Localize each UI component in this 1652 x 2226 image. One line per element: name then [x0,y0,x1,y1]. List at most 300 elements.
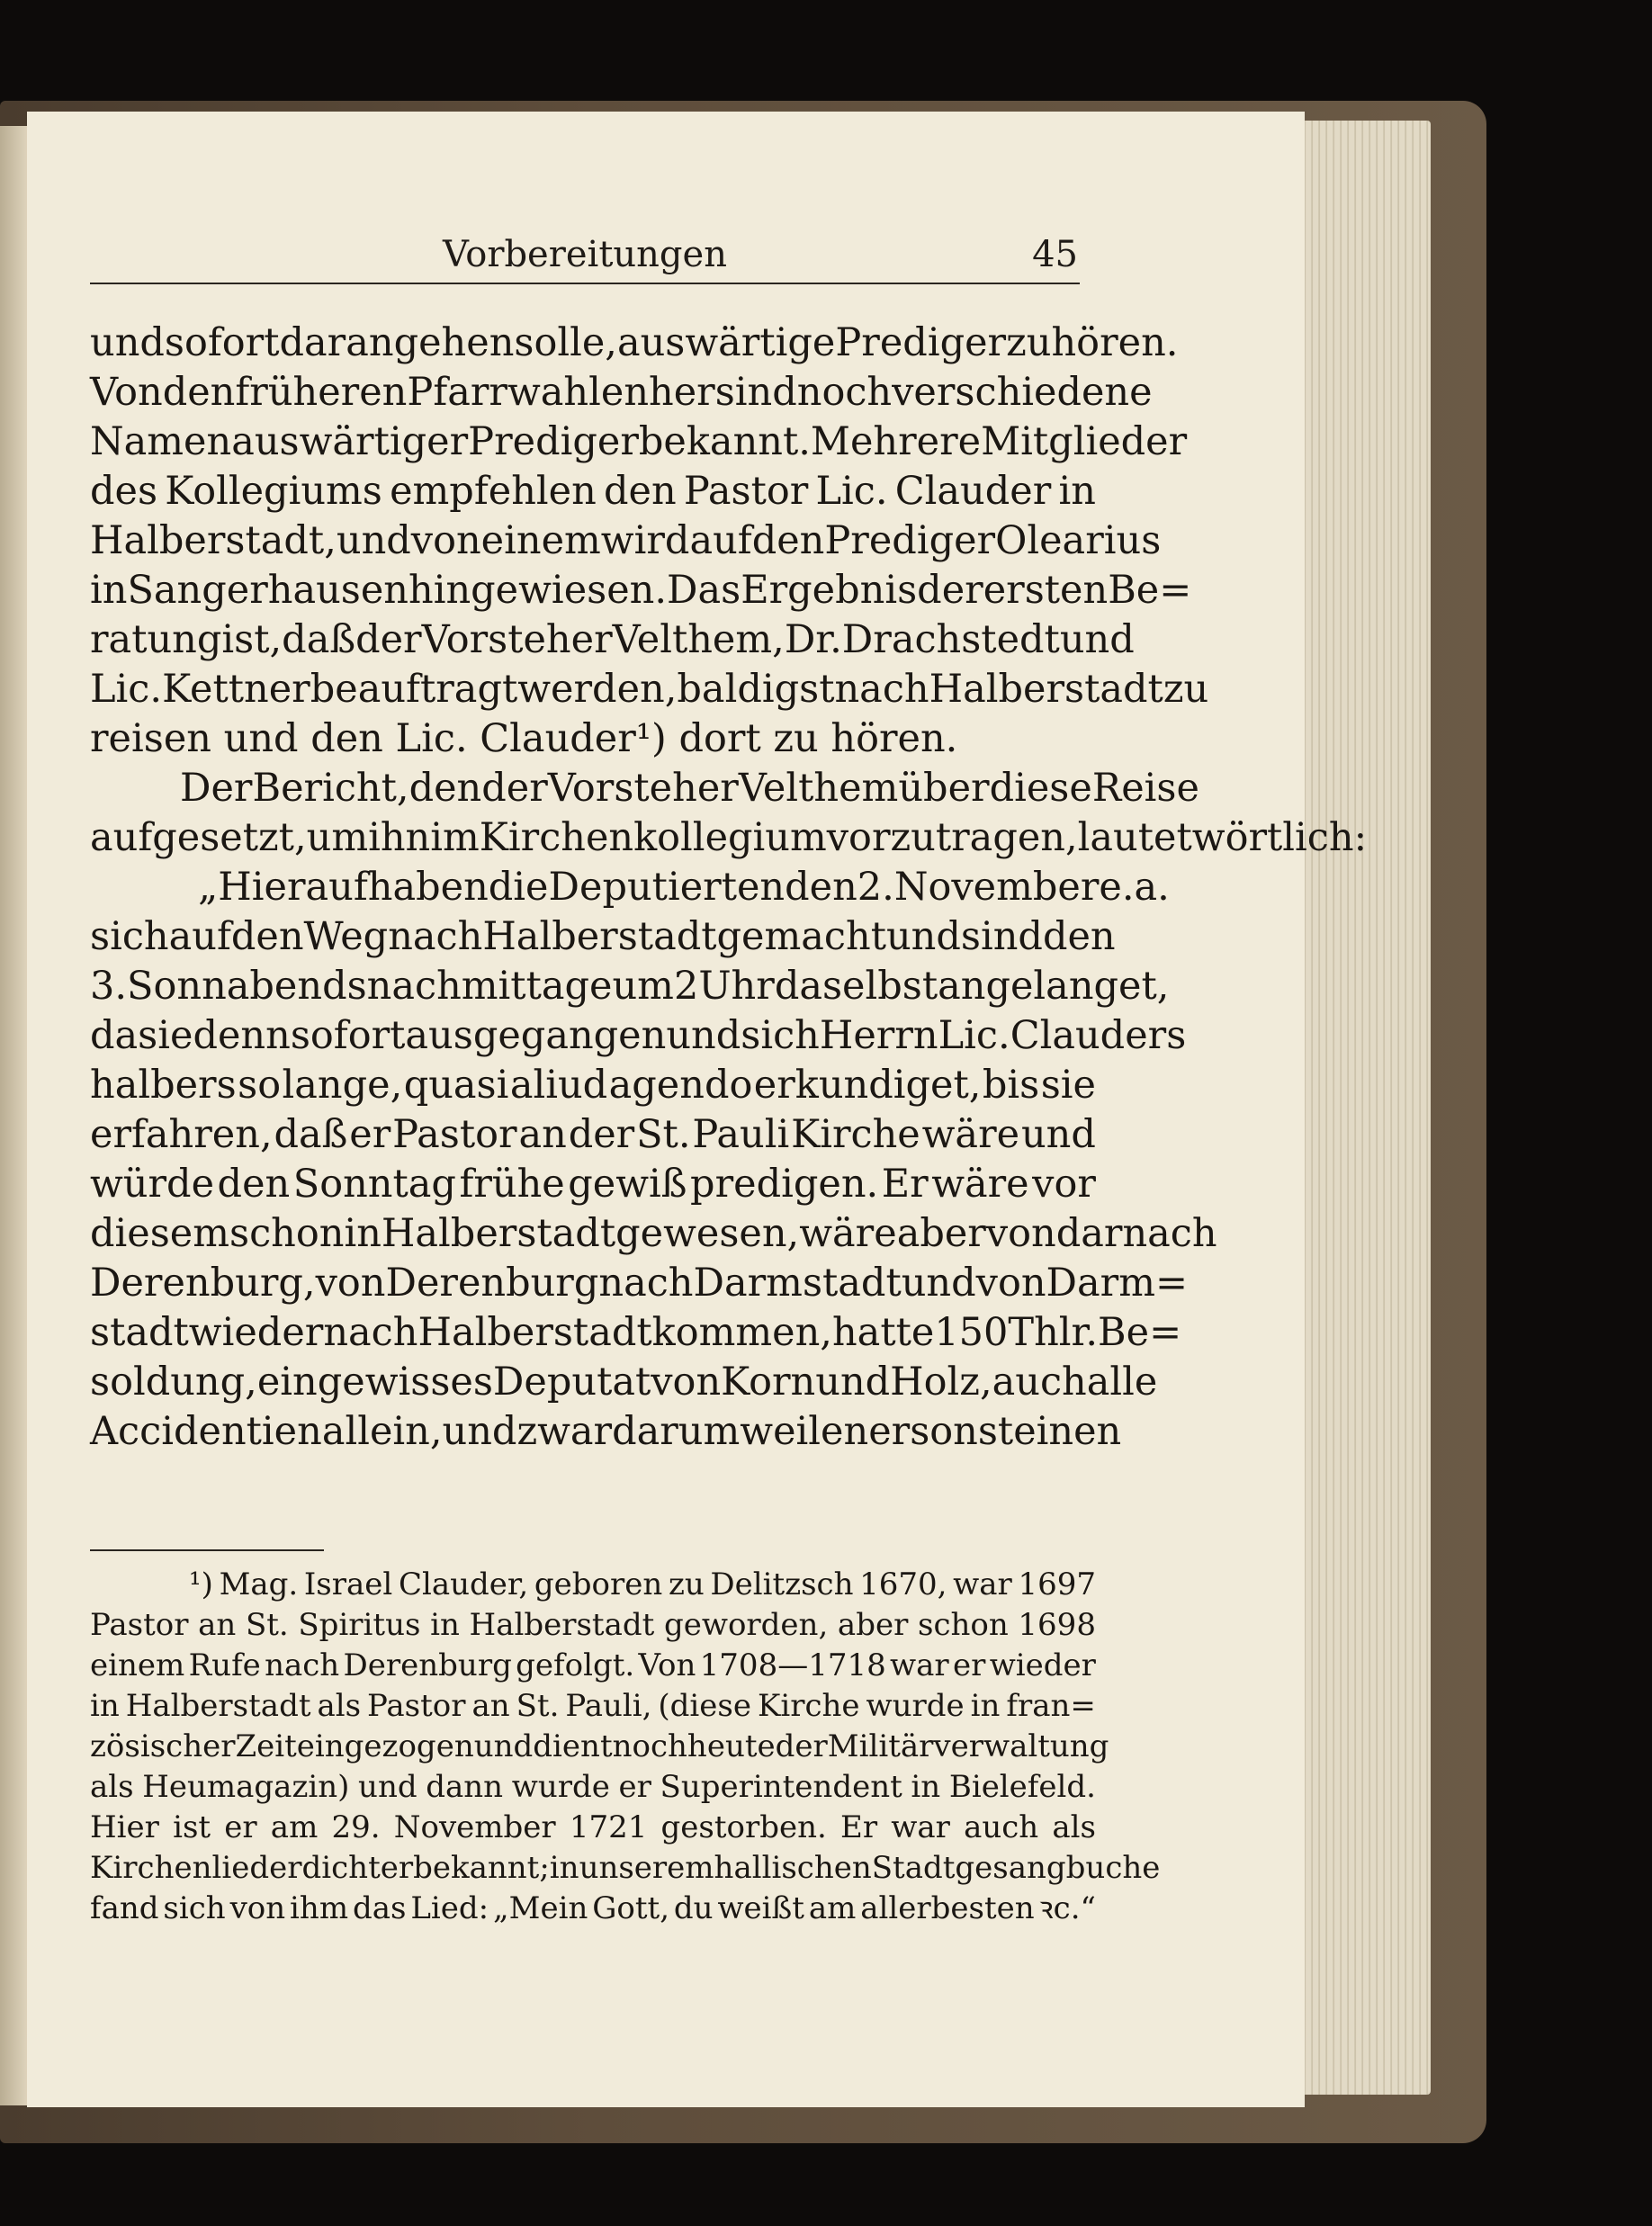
word: im [430,815,480,860]
word: auswärtiger [231,419,469,464]
word: beauftragt [310,667,518,712]
word: zu [1163,667,1209,712]
word: ¹) [189,1566,213,1602]
word: gestorben. [660,1809,827,1845]
word: hören. [1051,320,1179,365]
word: Sonntag [292,1162,456,1207]
word: sie [1040,1063,1096,1108]
word: in [549,1850,579,1886]
word: den [162,370,236,415]
word: den [603,469,677,514]
word: Thlr. [1008,1310,1099,1355]
word: er [224,1809,257,1845]
word: sind [960,914,1043,959]
word: Bielefeld. [948,1769,1096,1805]
word: um [306,815,369,860]
word: bis [982,1063,1040,1108]
text-line [90,566,1192,615]
word: Kirchenliederdichter [90,1850,414,1886]
word: lautet [1077,815,1192,860]
word: Clauders [1010,1013,1187,1058]
word: Deputat [492,1360,651,1405]
word: Prediger [468,419,639,464]
word: nach [265,1647,340,1683]
facing-page-edge [0,126,27,2105]
word: 1721 [569,1809,648,1845]
word: in [344,1211,382,1256]
word: daß [274,1112,348,1157]
word: an [518,1112,567,1157]
word: und [815,1360,891,1405]
word: wird [600,518,690,563]
word: Velthem [738,766,899,811]
word: Er [881,1162,929,1207]
text-line [90,912,1116,962]
word: Darmstadt [693,1261,902,1306]
word: auch [992,1360,1087,1405]
word: heute [687,1728,776,1764]
word: um [612,964,674,1009]
word: Kirche [791,1112,920,1157]
word: St. [516,1688,560,1724]
word: „Mein [493,1890,588,1926]
word: dient [533,1728,613,1764]
word: einem [480,518,601,563]
word: an [471,1688,510,1724]
word: gewisses [317,1360,493,1405]
word: darum [612,1409,741,1454]
word: 2 [673,964,699,1009]
word: wieder [989,1647,1096,1683]
word: sonst [910,1409,1014,1454]
word: her [649,370,715,415]
word: Pastor [683,469,809,514]
word: St. [245,1607,289,1643]
word: wäre [931,1162,1029,1207]
word: solle, [514,320,617,365]
word: Be= [1098,1310,1182,1355]
word: als [1052,1809,1096,1845]
word: Er [840,1809,878,1845]
word: Deputierten [548,865,786,910]
word: und [1020,1112,1096,1157]
word: Derenburg, [90,1261,316,1306]
word: Pauli [692,1112,790,1157]
text-line [90,1308,1182,1358]
word: bekannt. [638,419,811,464]
word: vorzutragen, [826,815,1078,860]
word: zu [668,1566,705,1602]
word: Prediger [835,320,1007,365]
text-line [90,962,1170,1011]
word: in [911,1769,941,1805]
word: wörtlich: [1191,815,1368,860]
word: allein, [321,1409,443,1454]
footnote-separator [90,1549,324,1551]
word: den [785,865,857,910]
text-line [90,1209,1217,1259]
word: schon [229,1211,345,1256]
word: nach [834,667,929,712]
word: hingewiesen. [409,568,668,613]
word: den [1042,914,1116,959]
word: er [618,1769,651,1805]
word: baldigst [677,667,835,712]
word: zu [1006,320,1052,365]
word: Halberstadt [125,1688,311,1724]
word: Halberstadt [482,914,717,959]
text-line [90,764,1199,813]
word: Stadtgesangbuche [871,1850,1161,1886]
word: Olearius [995,518,1162,563]
text-line [90,319,1179,368]
word: Bericht, [252,766,409,811]
word: Kollegiums [165,469,382,514]
word: würde [90,1162,215,1207]
word: war [891,1809,950,1845]
word: und [442,1409,517,1454]
text-line [90,1110,1096,1160]
word: 3. [90,964,128,1009]
text-line [90,368,1153,417]
text-line [90,1160,1096,1209]
word: unserem [579,1850,714,1886]
word: den [230,914,304,959]
word: Delitzsch [710,1566,854,1602]
word: da [90,1013,139,1058]
word: den [409,766,482,811]
word: Vorsteher [547,766,739,811]
text-line [90,863,1170,912]
footnote-line [90,1646,1096,1686]
word: als [90,1769,134,1805]
word: von [410,518,481,563]
word: „Hierauf [198,865,368,910]
word: Ergebnis [741,568,918,613]
word: und [336,518,411,563]
word: des [90,469,158,514]
word: schon [918,1607,1009,1643]
footnote-line [90,1889,1096,1929]
word: November [393,1809,556,1845]
text-line [90,665,1209,714]
word: Pastor [367,1688,466,1724]
word: St. [636,1112,691,1157]
word: Der [180,766,253,811]
word: nachmittage [366,964,613,1009]
word: Halberstadt [381,1211,616,1256]
word: 29. [331,1809,381,1845]
word: gehen [393,320,515,365]
word: in [90,1688,120,1724]
word: November [893,865,1100,910]
word: wurde [866,1688,965,1724]
word: Darm= [1046,1261,1189,1306]
word: weilen [740,1409,869,1454]
word: sie [138,1013,193,1058]
word: a. [1134,865,1170,910]
page-number: 45 [1032,234,1078,275]
word: zösischer [90,1728,236,1764]
word: das [352,1890,407,1926]
word: angelanget, [938,964,1170,1009]
word: Clauder [894,469,1052,514]
word: Derenburg [385,1261,599,1306]
text-line [90,516,1162,566]
word: nach [1122,1211,1217,1256]
word: Zeit [235,1728,297,1764]
word: den [217,1162,291,1207]
word: werden, [517,667,678,712]
footnote-line [90,1727,1109,1767]
word: auch [964,1809,1039,1845]
word: noch [796,370,893,415]
word: auf [168,914,231,959]
word: Mehrere [810,419,982,464]
running-title: Vorbereitungen [443,234,727,275]
word: ihm [290,1890,349,1926]
word: 2. [857,865,894,910]
word: Herrn [819,1013,938,1058]
word: dann [426,1769,504,1805]
word: Das [667,568,741,613]
word: eingezogen [296,1728,474,1764]
word: früheren [235,370,408,415]
word: zwar [516,1409,613,1454]
word: halbers [90,1063,237,1108]
footnote-line [90,1808,1096,1848]
word: Mag. [219,1566,299,1602]
word: und [901,1261,976,1306]
word: Halberstadt [469,1607,655,1643]
word: und [666,1013,741,1058]
word: du [673,1890,714,1926]
word: Prediger [824,518,996,563]
word: erkundiget, [753,1063,982,1108]
word: ist [173,1809,211,1845]
word: über [898,766,990,811]
word: Weg [303,914,389,959]
word: die [488,865,549,910]
word: aliud [509,1063,608,1108]
word: Lic. [90,667,163,712]
word: stadt [90,1310,189,1355]
word: sofort [164,320,280,365]
word: nach [598,1261,694,1306]
word: von [229,1890,286,1926]
word: 1708—1718 [699,1647,886,1683]
word: am [808,1890,857,1926]
word: gemacht [716,914,886,959]
word: daselbst [774,964,938,1009]
word: wieder [188,1310,324,1355]
word: aber [896,1211,986,1256]
word: gewiß [568,1162,687,1207]
word: von [975,1261,1046,1306]
word: der [481,766,548,811]
word: war [953,1566,1012,1602]
word: Derenburg [343,1647,512,1683]
word: ersten [983,568,1109,613]
word: soldung, [90,1360,257,1405]
word: sich [163,1890,226,1926]
word: Halberstadt, [90,518,337,563]
word: Hier [90,1809,159,1845]
word: ꝛc.“ [1038,1890,1096,1926]
word: am [270,1809,319,1845]
word: er [953,1647,986,1683]
word: verschiedene [892,370,1153,415]
word: der [355,617,422,662]
word: ihn [368,815,431,860]
word: vor [1032,1162,1096,1207]
footnote-line [90,1848,1161,1889]
word: Pfarrwahlen [407,370,650,415]
word: und [358,1769,417,1805]
word: ein [256,1360,318,1405]
word: Korn [721,1360,816,1405]
word: geboren [534,1566,663,1602]
word: alle [1086,1360,1158,1405]
word: in [90,568,128,613]
word: in [970,1688,1001,1724]
text-line [90,1061,1096,1110]
word: hatte [831,1310,935,1355]
word: Holz, [890,1360,992,1405]
word: Lic. [938,1013,1010,1058]
word: Superintendent [660,1769,902,1805]
word: der [917,568,983,613]
word: Vorsteher [421,617,613,662]
word: empfehlen [390,469,597,514]
word: allerbesten [860,1890,1035,1926]
word: Halberstadt [929,667,1163,712]
word: predigen. [690,1162,879,1207]
word: Mitglieder [981,419,1188,464]
word: noch [612,1728,687,1764]
word: Sonnabends [127,964,367,1009]
word: an [198,1607,237,1643]
word: Be= [1108,568,1192,613]
word: Namen [90,419,232,464]
word: auswärtige [616,320,836,365]
footnote-line [90,1605,1096,1646]
word: und [473,1728,534,1764]
word: so [238,1063,282,1108]
word: Dr. [784,617,842,662]
word: Rufe [188,1647,261,1683]
word: Halberstadt [417,1310,652,1355]
text-line [90,417,1188,467]
text-line: reisen und den Lic. Clauder¹) dort zu hören. [90,716,958,761]
word: diesem [90,1211,230,1256]
word: Pastor [392,1112,517,1157]
word: Drachstedt [841,617,1060,662]
word: war [890,1647,949,1683]
word: als [317,1688,362,1724]
word: gewesen, [615,1211,800,1256]
word: wurde [511,1769,610,1805]
word: auf [689,518,752,563]
word: einem [90,1647,185,1683]
word: nach [323,1310,418,1355]
word: diese [989,766,1092,811]
word: 1670, [859,1566,947,1602]
text-line [90,1011,1187,1061]
page-header [90,229,1080,284]
word: und [885,914,961,959]
word: geworden, [663,1607,829,1643]
word: und [90,320,165,365]
word: der [775,1728,828,1764]
word: er [868,1409,911,1454]
word: Kirchenkollegium [479,815,827,860]
word: Spiritus [298,1607,421,1643]
word: fran= [1006,1688,1096,1724]
word: von [315,1261,386,1306]
word: Pauli, [565,1688,652,1724]
word: Velthem, [612,617,785,662]
word: daß [282,617,356,662]
word: von [651,1360,722,1405]
word: erfahren, [90,1112,273,1157]
word: aufgesetzt, [90,815,307,860]
word: Lic. [815,469,888,514]
word: 1697 [1018,1566,1096,1602]
word: er [349,1112,391,1157]
word: haben [367,865,489,910]
word: wäre [921,1112,1020,1157]
word: Gott, [592,1890,669,1926]
word: 1698 [1018,1607,1096,1643]
word: 150 [934,1310,1009,1355]
word: sich [90,914,169,959]
word: in [430,1607,460,1643]
word: ist, [221,617,283,662]
word: lange, [282,1063,403,1108]
text-line [90,1407,1122,1457]
body-text [90,319,1368,1457]
word: Lied: [410,1890,489,1926]
text-line [90,615,1135,665]
word: bekannt; [413,1850,550,1886]
word: Von [638,1647,696,1683]
word: agendo [608,1063,753,1108]
word: der [568,1112,635,1157]
word: daran [279,320,394,365]
word: sofort [290,1013,406,1058]
word: Von [90,370,163,415]
word: sind [714,370,797,415]
word: Pastor [90,1607,189,1643]
word: denn [193,1013,291,1058]
word: Israel [303,1566,393,1602]
word: wäre [799,1211,897,1256]
word: in [1058,469,1096,514]
word: den [751,518,825,563]
text-line [90,1358,1158,1407]
text-line [90,813,1368,863]
word: frühe [459,1162,565,1207]
word: von [985,1211,1056,1256]
word: Kettner [162,667,310,712]
word: (diese [658,1688,751,1724]
footnote-line [90,1686,1096,1727]
word: Accidentien [90,1409,322,1454]
word: hallischen [714,1850,872,1886]
book-page [27,112,1368,2107]
word: weißt [717,1890,804,1926]
